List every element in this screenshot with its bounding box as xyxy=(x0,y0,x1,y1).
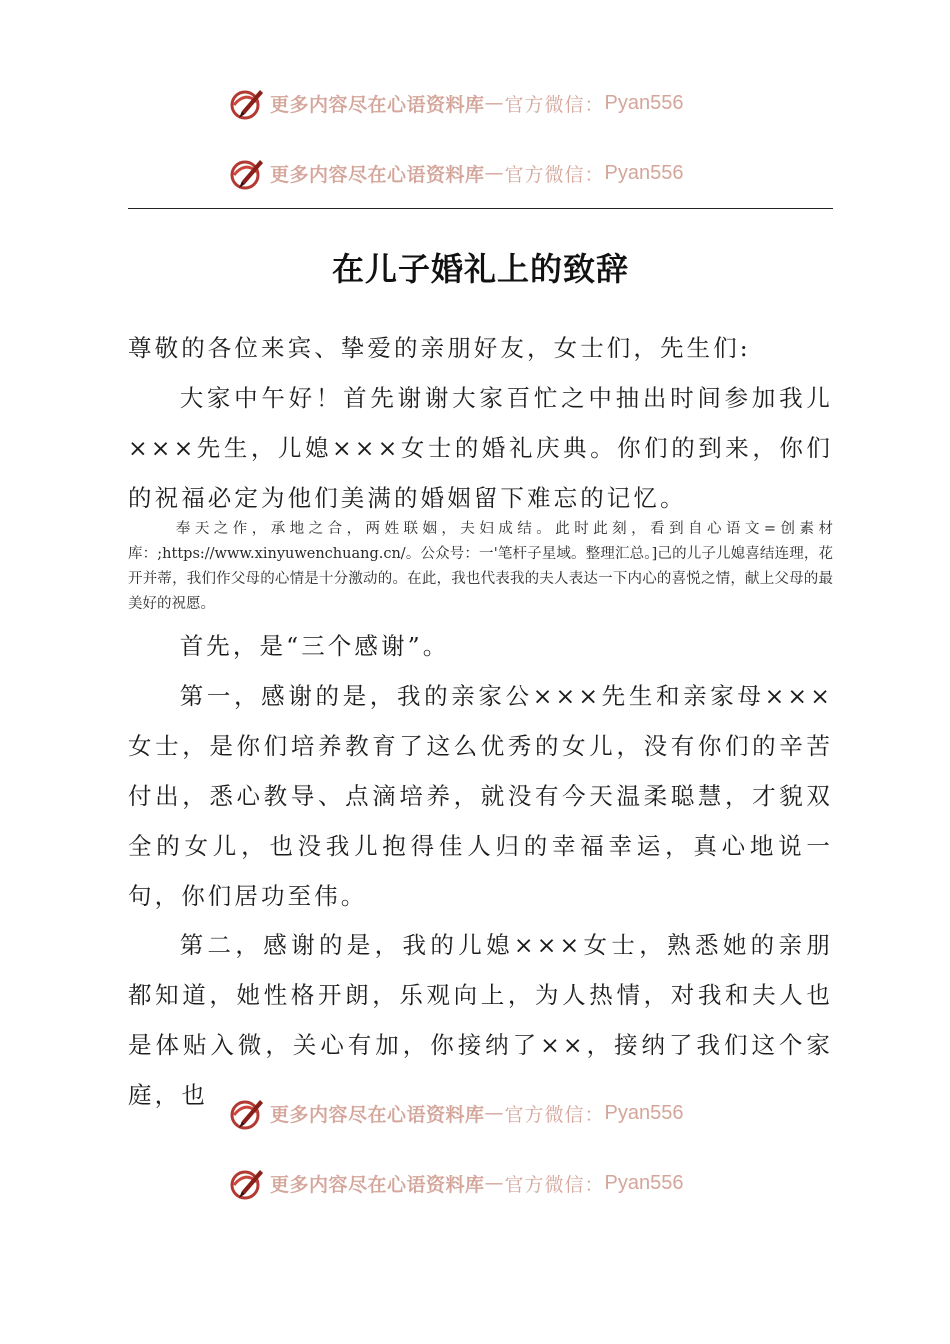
watermark-banner xyxy=(230,83,684,123)
paragraph-thanks-in-laws: 第一，感谢的是，我的亲家公×××先生和亲家母×××女士，是你们培养教育了这么优秀的女儿，没有你们的辛苦付出，悉心教导、点滴培养，就没有今天温柔聪慧，才貌双全的女儿，也没我儿抱得佳人归的幸福幸运，真心地说一句，你们居功至伟。 xyxy=(128,682,833,910)
watermark-brand: 更多内容尽在心语资料库 xyxy=(270,1103,485,1126)
pen-logo-icon xyxy=(230,1165,266,1201)
watermark-wechat-id: Pyan556 xyxy=(604,161,684,184)
pen-logo-icon xyxy=(230,1095,266,1131)
header-divider xyxy=(128,208,833,209)
watermark-banner xyxy=(230,1093,684,1133)
watermark-wechat-label: 官方微信： xyxy=(504,1173,605,1196)
watermark-separator: — xyxy=(484,162,505,184)
paragraph-greeting: 大家中午好！首先谢谢大家百忙之中抽出时间参加我儿×××先生，儿媳×××女士的婚礼庆典。你们的到来，你们的祝福必定为他们美满的婚姻留下难忘的记忆。 xyxy=(128,384,833,512)
watermark-wechat-label: 官方微信： xyxy=(504,163,605,186)
watermark-brand: 更多内容尽在心语资料库 xyxy=(270,163,485,186)
watermark-wechat-id: Pyan556 xyxy=(604,1101,684,1124)
watermark-wechat-label: 官方微信： xyxy=(504,93,605,116)
watermark-wechat-id: Pyan556 xyxy=(604,91,684,114)
paragraph-blessing: 奉天之作，承地之合，两姓联姻，夫妇成结。此时此刻，看到自心语文=创素材库：;https://www.xinyuwenchuang.cn/。公众号：一'笔杆子星域。整理汇总。]己的儿子儿媳喜结连理，花开并蒂，我们作父母的心情是十分激动的。在此，我也代表我的夫人表达一下内心的喜悦之情，献上父母的最美好的祝愿。 xyxy=(128,521,833,612)
watermark-separator: — xyxy=(484,92,505,114)
watermark-brand: 更多内容尽在心语资料库 xyxy=(270,1173,485,1196)
pen-logo-icon xyxy=(230,155,266,191)
watermark-separator: — xyxy=(484,1172,505,1194)
watermark-banner xyxy=(230,1163,684,1203)
paragraph-thanks-daughter-in-law: 第二，感谢的是，我的儿媳×××女士，熟悉她的亲朋都知道，她性格开朗，乐观向上，为人热情，对我和夫人也是体贴入微，关心有加，你接纳了××，接纳了我们这个家庭，也 xyxy=(128,931,833,1109)
watermark-banner xyxy=(230,153,684,193)
paragraph-three-thanks: 首先，是“三个感谢”。 xyxy=(179,632,450,660)
watermark-wechat-label: 官方微信： xyxy=(504,1103,605,1126)
salutation: 尊敬的各位来宾、挚爱的亲朋好友，女士们，先生们: xyxy=(128,334,751,362)
watermark-brand: 更多内容尽在心语资料库 xyxy=(270,93,485,116)
watermark-wechat-id: Pyan556 xyxy=(604,1171,684,1194)
document-title: 在儿子婚礼上的致辞 xyxy=(331,250,629,288)
pen-logo-icon xyxy=(230,85,266,121)
watermark-separator: — xyxy=(484,1102,505,1124)
